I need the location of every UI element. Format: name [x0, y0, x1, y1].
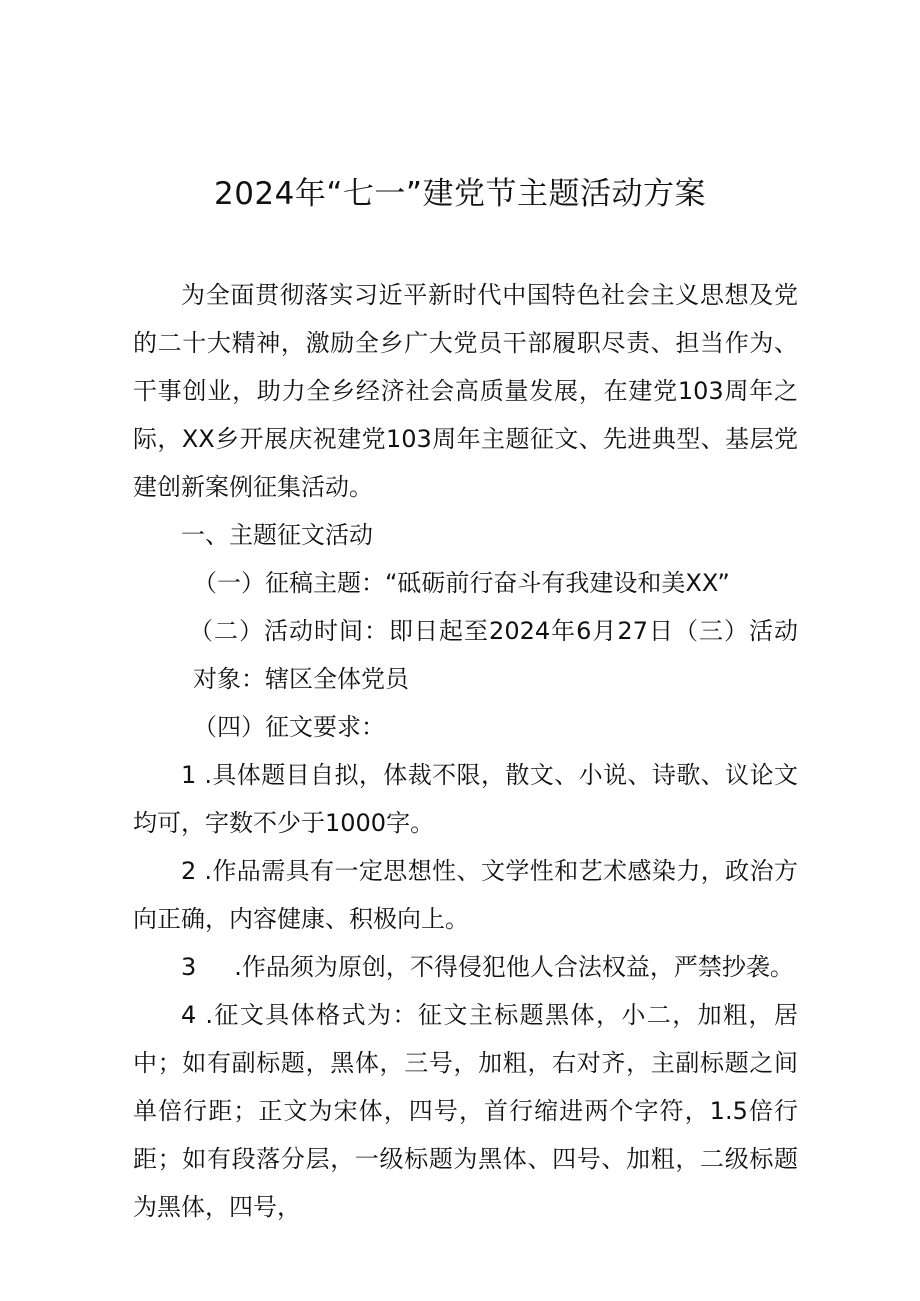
requirement-3 — [133, 943, 798, 991]
essay-theme-item: （一）征稿主题：“砥砺前行奋斗有我建设和美XX” — [193, 569, 730, 597]
requirement-1: 1 .具体题目自拟，体裁不限，散文、小说、诗歌、议论文均可，字数不少于1000字。 — [133, 761, 798, 837]
section-heading-1: 一、主题征文活动 — [181, 521, 373, 549]
intro-paragraph: 为全面贯彻落实习近平新时代中国特色社会主义思想及党的二十大精神，激励全乡广大党员干部履职尽责、担当作为、干事创业，助力全乡经济社会高质量发展，在建党103周年之际，XX乡开展庆祝建党103周年主题征文、先进典型、基层党建创新案例征集活动。 — [133, 281, 798, 501]
essay-requirements-item: （四）征文要求： — [193, 713, 385, 741]
requirement-3-text: .作品须为原创，不得侵犯他人合法权益，严禁抄袭。 — [234, 953, 794, 981]
document-title: 2024年“七一”建党节主题活动方案 — [213, 176, 706, 212]
requirement-3-number: 3 — [181, 953, 197, 981]
requirement-4: 4 .征文具体格式为：征文主标题黑体，小二，加粗，居中；如有副标题，黑体，三号，加粗，右对齐，主副标题之间单倍行距；正文为宋体，四号，首行缩进两个字符，1.5倍行距；如有段落分层，一级标题为黑体、四号、加粗，二级标题为黑体，四号， — [133, 1001, 798, 1221]
requirement-2: 2 .作品需具有一定思想性、文学性和艺术感染力，政治方向正确，内容健康、积极向上。 — [133, 857, 798, 933]
activity-time-item: （二）活动时间：即日起至2024年6月27日（三）活动对象：辖区全体党员 — [189, 617, 798, 693]
document-body — [133, 271, 798, 1231]
